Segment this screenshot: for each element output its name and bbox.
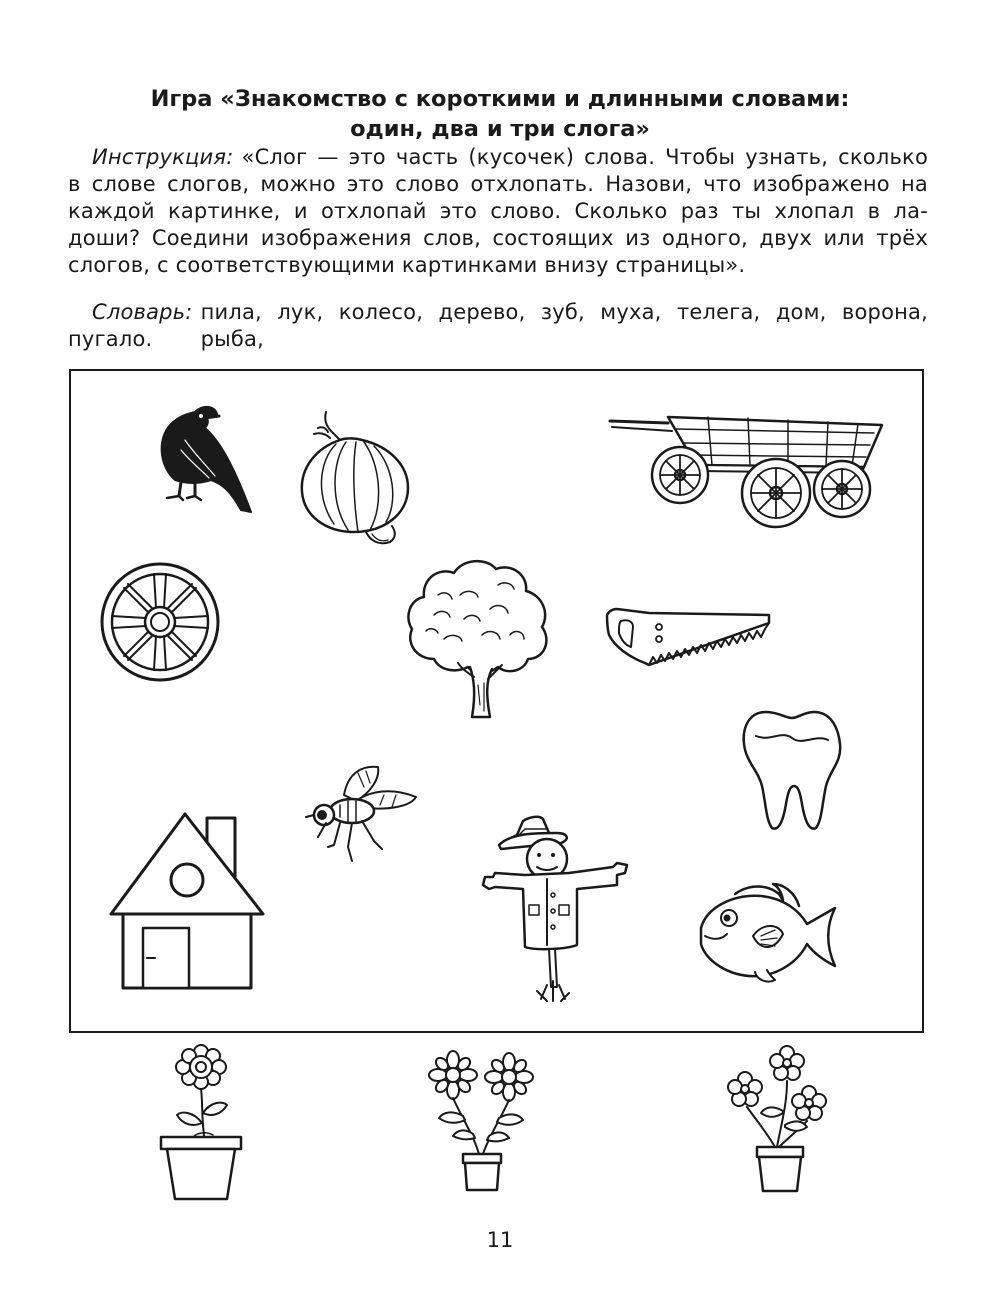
instruction-line-2: в слове слогов, можно это слово отхлопать. Назови, что изображено на xyxy=(68,172,928,196)
saw-picture[interactable] xyxy=(605,607,775,669)
vocabulary-label: Словарь: xyxy=(92,300,193,324)
instruction-line-3: каждой картинке, и отхлопай это слово. Сколько раз ты хлопал в ла- xyxy=(68,199,928,223)
fish-picture[interactable] xyxy=(695,880,840,984)
two-flowers-pot[interactable] xyxy=(423,1050,543,1195)
vocabulary-line-2: пугало. xyxy=(68,327,153,351)
vocabulary-line-1: пила, лук, колесо, дерево, зуб, муха, телега, дом, ворона, рыба, xyxy=(200,300,928,351)
cart-picture[interactable] xyxy=(608,405,888,530)
page-number: 11 xyxy=(486,1228,514,1252)
house-picture[interactable] xyxy=(107,812,267,992)
one-flower-pot[interactable] xyxy=(157,1043,247,1203)
crow-picture[interactable] xyxy=(145,400,260,520)
fly-picture[interactable] xyxy=(300,765,420,865)
three-flowers-pot[interactable] xyxy=(725,1045,835,1195)
instruction-line-4: доши? Соедини изображения слов, состоящих из одного, двух или трёх xyxy=(68,226,928,250)
page-title-line-2: один, два и три слога» xyxy=(350,116,650,142)
instruction-label: Инструкция: xyxy=(92,145,234,169)
wheel-picture[interactable] xyxy=(98,560,222,684)
tooth-picture[interactable] xyxy=(740,708,844,832)
instruction-line-1: «Слог — это часть (кусочек) слова. Чтобы узнать, сколько xyxy=(241,145,928,169)
page-title-line-1: Игра «Знакомство с короткими и длинными словами: xyxy=(150,86,850,112)
scarecrow-picture[interactable] xyxy=(477,815,642,1005)
instruction-line-5: слогов, с соответствующими картинками внизу страницы». xyxy=(68,253,746,277)
tree-picture[interactable] xyxy=(404,555,554,725)
onion-picture[interactable] xyxy=(296,408,414,548)
